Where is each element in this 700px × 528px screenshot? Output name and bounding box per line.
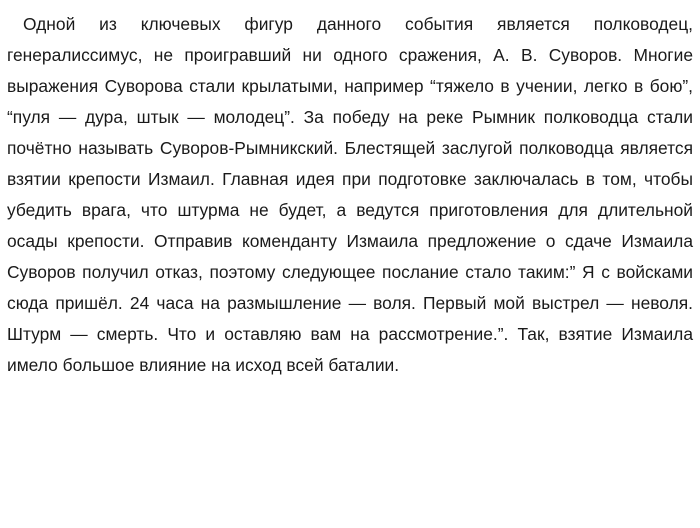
body-paragraph: Одной из ключевых фигур данного события является полководец, генералиссимус, не проигравший ни одного сражения, А. В. Суворов. Многие выражения Суворова стали крылатыми, например “тяжело в учении, легко в бою”, “пуля — дура, штык — молодец”. За победу на реке Рымник полководца стали почётно называть Суворов-Рымникский. Блестящей заслугой полководца является взятии крепости Измаил. Главная идея при подготовке заключалась в том, чтобы убедить врага, что штурма не будет, а ведутся приготовления для длительной осады крепости. Отправив коменданту Измаила предложение о сдаче Измаила Суворов получил отказ, поэтому следующее послание стало таким:” Я с войсками сюда пришёл. 24 часа на размышление — воля. Первый мой выстрел — неволя. Штурм — смерть. Что и оставляю вам на рассмотрение.”. Так, взятие Измаила имело большое влияние на исход всей баталии.	[7, 14, 693, 375]
